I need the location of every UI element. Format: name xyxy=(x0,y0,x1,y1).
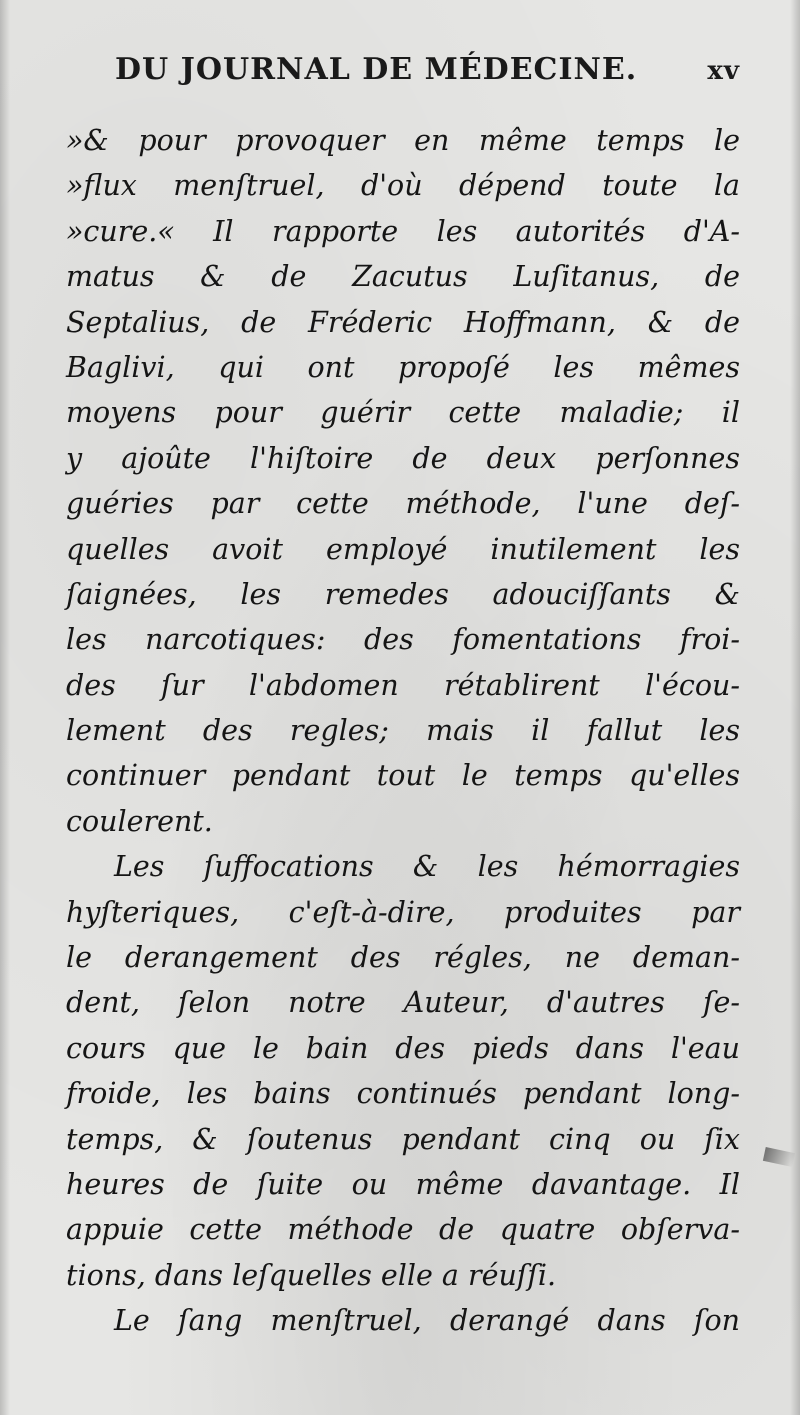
text-line: cours que le bain des pieds dans l'eau xyxy=(66,1031,740,1065)
text-line: lement des regles; mais il fallut les xyxy=(66,714,740,748)
text-line: temps, & ſoutenus pendant cinq ou ſix xyxy=(66,1122,740,1156)
running-header xyxy=(115,52,740,102)
page-edge-left xyxy=(0,0,10,1415)
text-line: ſaignées, les remedes adouciſſants & xyxy=(66,577,740,611)
text-line: »cure.« Il rapporte les autorités d'A- xyxy=(66,214,740,248)
text-line: heures de ſuite ou même davantage. Il xyxy=(66,1167,740,1201)
text-line: tions, dans leſquelles elle a réuſſi. xyxy=(66,1258,557,1292)
text-line: Septalius, de Fréderic Hoffmann, & de xyxy=(66,305,740,339)
text-line: hyſteriques, c'eſt-à-dire, produites par xyxy=(66,895,740,929)
page-number: xv xyxy=(707,56,740,86)
text-line: moyens pour guérir cette maladie; il xyxy=(66,396,740,430)
text-line: appuie cette méthode de quatre obſerva- xyxy=(66,1213,740,1247)
text-line: des ſur l'abdomen rétablirent l'écou- xyxy=(66,668,740,702)
text-line: »flux menſtruel, d'où dépend toute la xyxy=(66,169,740,203)
text-line: Le ſang menſtruel, derangé dans ſon xyxy=(114,1304,740,1338)
text-line: y ajoûte l'hiſtoire de deux perſonnes xyxy=(66,441,740,475)
text-line: coulerent. xyxy=(66,804,213,838)
text-line: Baglivi, qui ont propoſé les mêmes xyxy=(66,350,740,384)
text-line: le derangement des régles, ne deman- xyxy=(66,941,740,975)
text-line: guéries par cette méthode, l'une deſ- xyxy=(66,487,740,521)
text-line: dent, ſelon notre Auteur, d'autres ſe- xyxy=(66,986,740,1020)
text-line: les narcotiques: des fomentations froi- xyxy=(66,623,740,657)
text-line: matus & de Zacutus Luſitanus, de xyxy=(66,260,740,294)
body-text xyxy=(66,118,740,1344)
text-line: continuer pendant tout le temps qu'elles xyxy=(66,759,740,793)
running-title: DU JOURNAL DE MÉDECINE. xyxy=(115,52,638,87)
text-line: Les ſuffocations & les hémorragies xyxy=(114,850,740,884)
text-line: froide, les bains continués pendant long- xyxy=(66,1077,740,1111)
text-line: quelles avoit employé inutilement les xyxy=(66,532,740,566)
text-line: »& pour provoquer en même temps le xyxy=(66,124,740,157)
page-edge-right xyxy=(790,0,800,1415)
